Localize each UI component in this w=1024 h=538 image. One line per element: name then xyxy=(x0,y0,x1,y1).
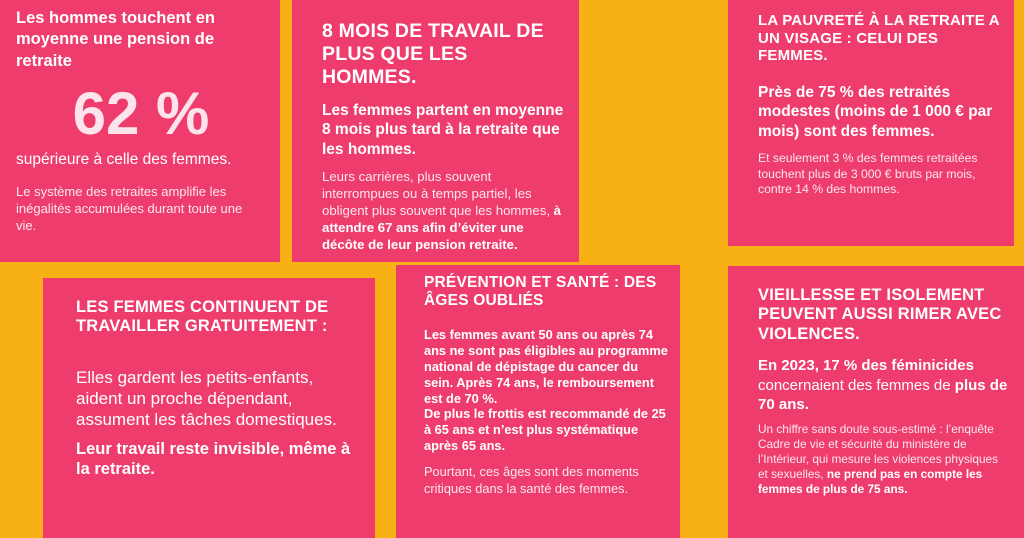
pension-after: supérieure à celle des femmes. xyxy=(16,151,232,169)
violence-note-bold: ne prend pas en compte les femmes de plus de 75 ans. xyxy=(758,467,983,497)
extra-work-body-plain: Leurs carrières, plus souvent interrompues ou à temps partiel, les obligent plus souvent que les hommes, xyxy=(322,169,554,218)
card-violence xyxy=(728,266,1024,538)
violence-lead xyxy=(758,356,1010,414)
poverty-heading: LA PAUVRETÉ À LA RETRAITE A UN VISAGE : CELUI DES FEMMES. xyxy=(758,12,1000,65)
pension-gap-percent: 62 % xyxy=(72,80,210,148)
violence-note-plain: Un chiffre sans doute sous-estimé : l’enquête Cadre de vie et sécurité du ministère de l’Intérieur, qui mesure les violences physiques et sexuelles, xyxy=(758,421,998,482)
card-poverty xyxy=(728,0,1014,246)
violence-lead-bold-2: plus de 70 ans. xyxy=(758,376,1008,413)
extra-work-lead: Les femmes partent en moyenne 8 mois plus tard à la retraite que les hommes. xyxy=(322,102,564,158)
health-heading: PRÉVENTION ET SANTÉ : DES ÂGES OUBLIÉS xyxy=(424,274,657,310)
card-unpaid-work xyxy=(43,278,375,538)
violence-lead-plain: concernaient des femmes de xyxy=(758,376,951,394)
unpaid-work-body: Elles gardent les petits-enfants, aident un proche dépendant, assument les tâches domestiques. xyxy=(76,367,337,430)
pension-note: Le système des retraites amplifie les inégalités accumulées durant toute une vie. xyxy=(16,184,243,233)
violence-heading: VIEILLESSE ET ISOLEMENT PEUVENT AUSSI RIMER AVEC VIOLENCES. xyxy=(758,286,1002,343)
unpaid-work-conclusion: Leur travail reste invisible, même à la retraite. xyxy=(76,439,351,479)
extra-work-body-bold: à attendre 67 ans afin d’éviter une décôte de leur pension retraite. xyxy=(322,202,561,252)
health-note: Pourtant, ces âges sont des moments critiques dans la santé des femmes. xyxy=(424,464,639,496)
card-health-prevention xyxy=(396,265,680,538)
poverty-lead: Près de 75 % des retraités modestes (moins de 1 000 € par mois) sont des femmes. xyxy=(758,84,993,140)
violence-lead-bold-1: En 2023, 17 % des féminicides xyxy=(758,357,974,375)
extra-work-heading: 8 MOIS DE TRAVAIL DE PLUS QUE LES HOMMES. xyxy=(322,20,544,88)
pension-intro: Les hommes touchent en moyenne une pension de retraite xyxy=(16,9,215,70)
poverty-note: Et seulement 3 % des femmes retraitées touchent plus de 3 000 € bruts par mois, contre 14 % des hommes. xyxy=(758,151,978,197)
health-lead-1: Les femmes avant 50 ans ou après 74 ans ne sont pas éligibles au programme national de dépistage du cancer du sein. Après 74 ans, le remboursement est de 70 %. xyxy=(424,326,668,406)
extra-work-body xyxy=(322,169,565,253)
card-extra-work xyxy=(292,0,579,262)
health-lead-2: De plus le frottis est recommandé de 25 à 65 ans et n’est plus systématique après 65 ans. xyxy=(424,406,666,454)
unpaid-work-heading: LES FEMMES CONTINUENT DE TRAVAILLER GRATUITEMENT : xyxy=(76,298,329,336)
card-pension-gap xyxy=(0,0,280,262)
violence-note xyxy=(758,422,1010,497)
